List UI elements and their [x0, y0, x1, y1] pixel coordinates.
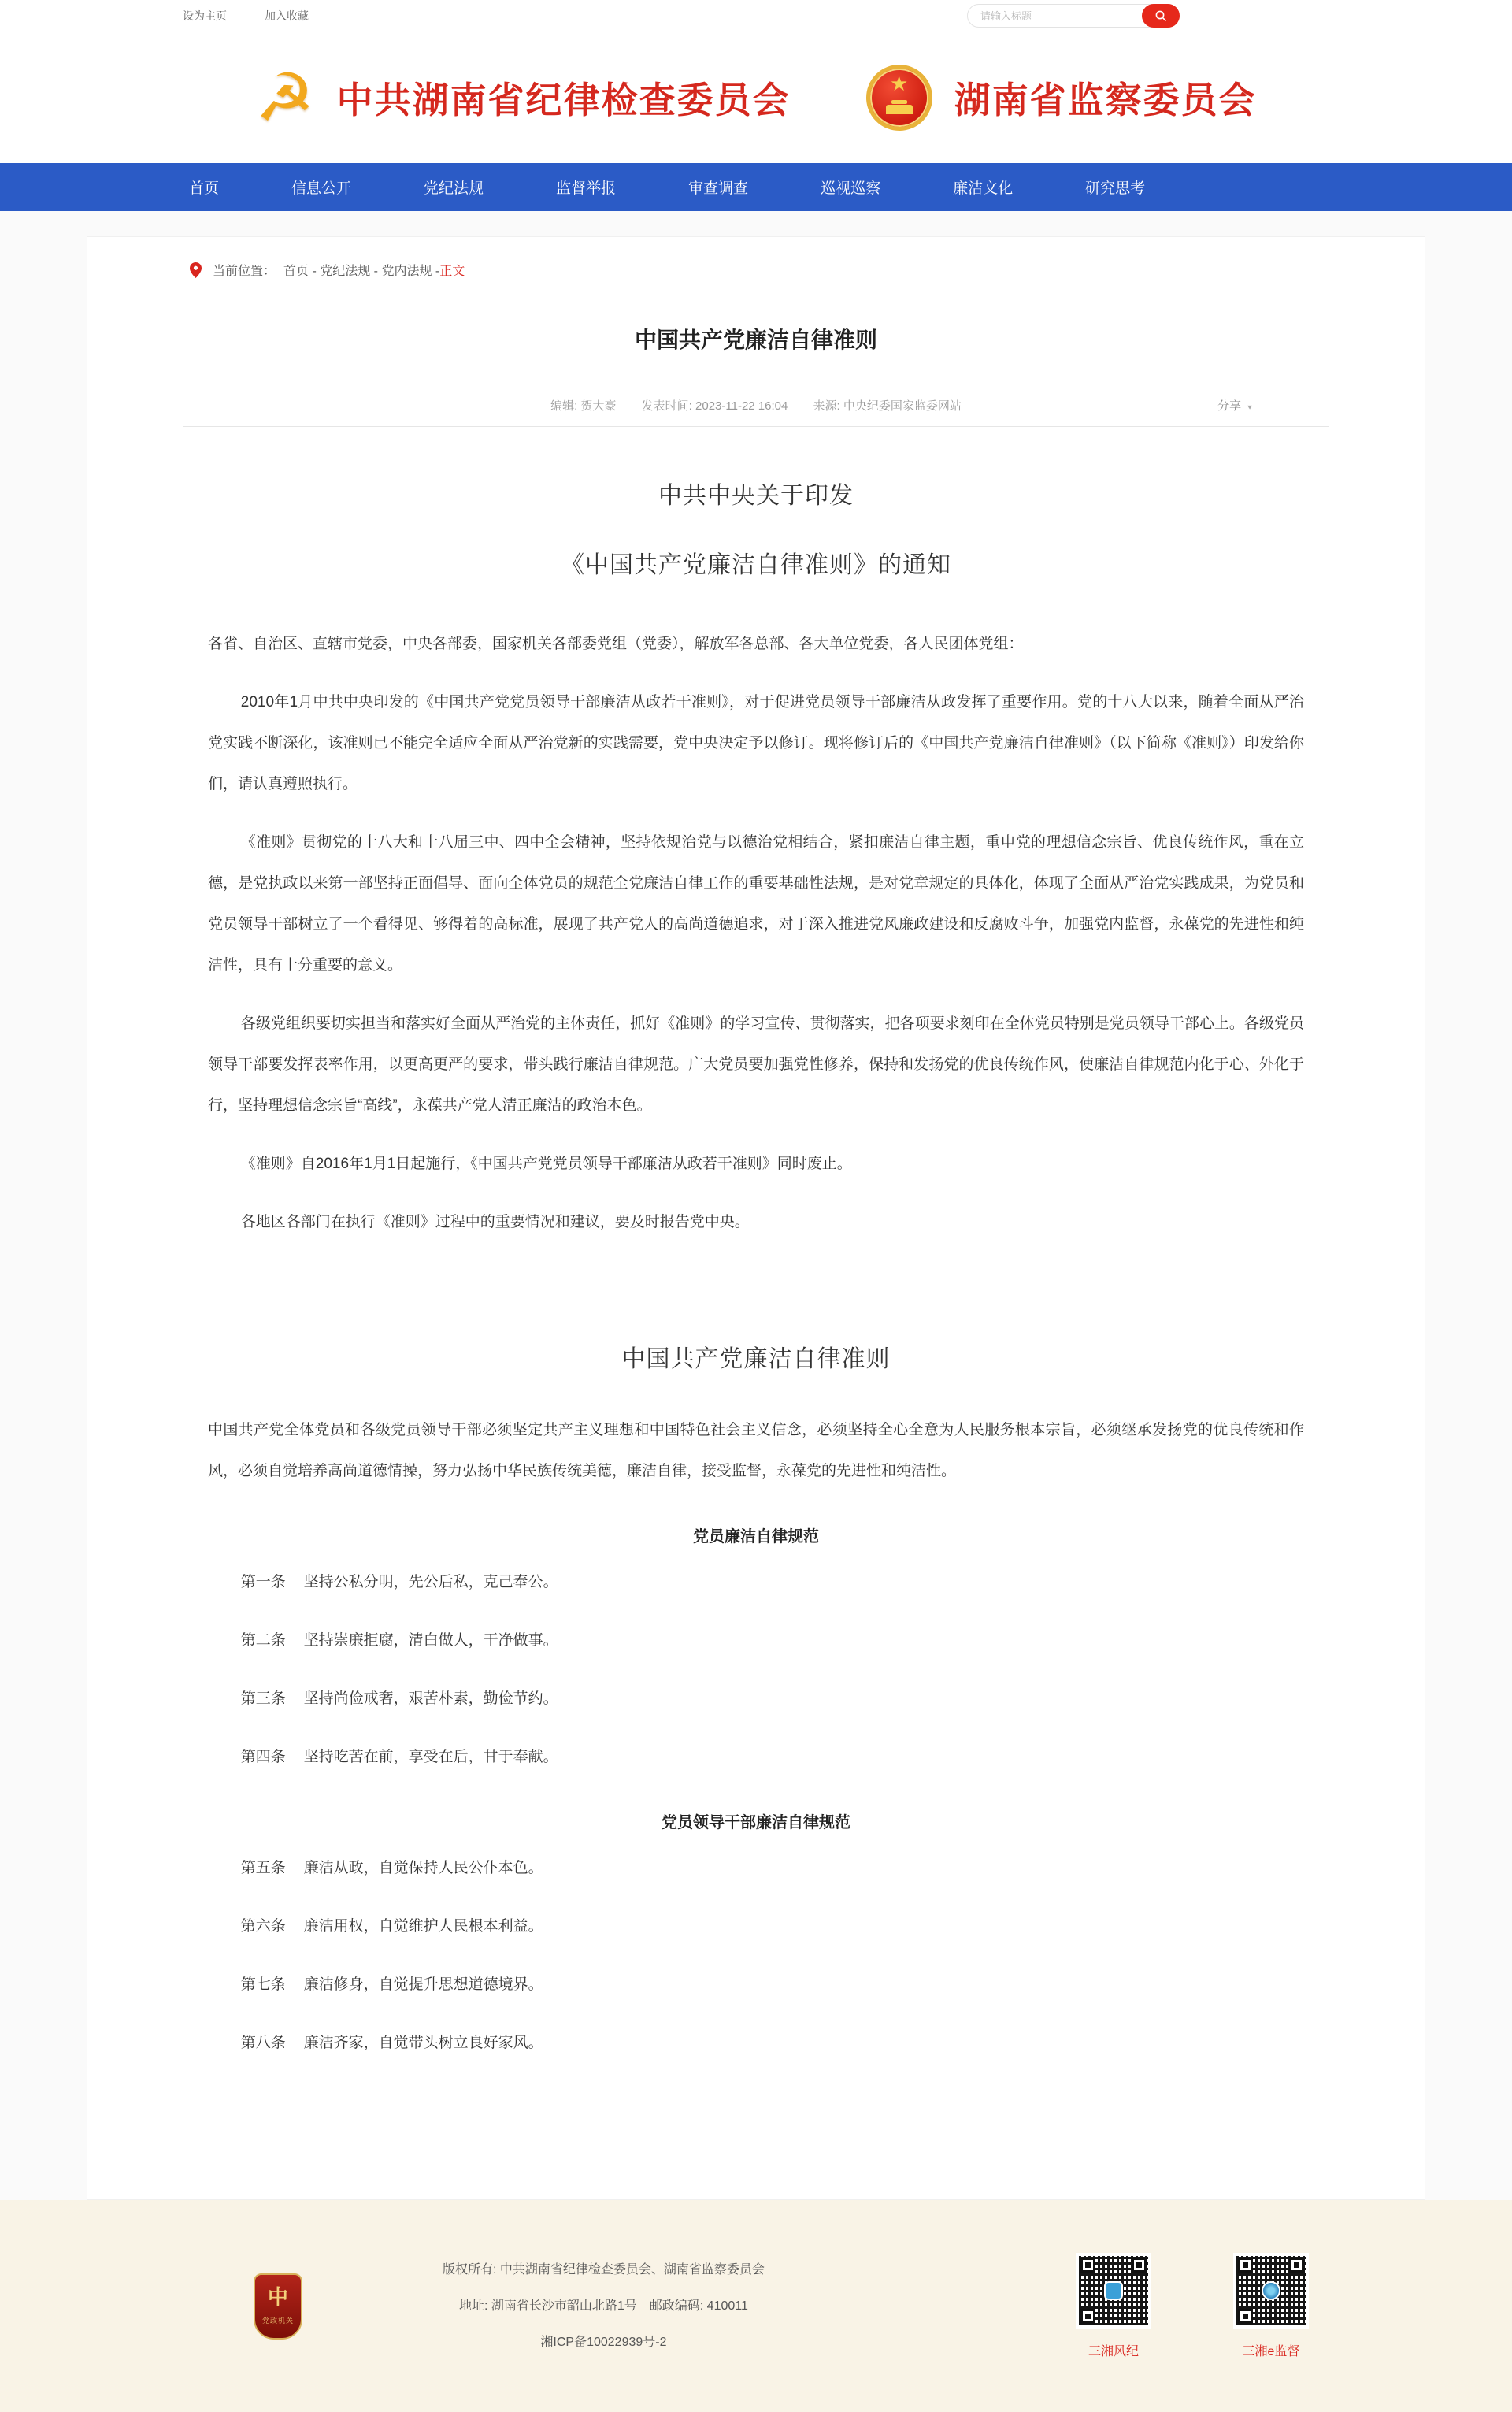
qr-group	[1076, 2253, 1309, 2359]
site-title-left: 中共湖南省纪律检查委员会	[336, 80, 791, 121]
qr-center-logo-icon	[1262, 2281, 1280, 2300]
party-emblem-icon: ☭	[255, 60, 315, 135]
article-body	[208, 476, 1304, 2064]
section-heading-leaders: 党员领导干部廉洁自律规范	[662, 1814, 850, 1831]
main-nav	[0, 163, 1512, 211]
code-intro: 中国共产党全体党员和各级党员领导干部必须坚定共产主义理想和中国特色社会主义信念，必须坚持全心全意为人民服务根本宗旨，必须继承发扬党的优良传统和作风，必须自觉培养高尚道德情操，努力弘扬中华民族传统美德，廉洁自律，接受监督，永葆党的先进性和纯洁性。	[208, 1422, 1304, 1479]
qr-label: 三湘e监督	[1242, 2345, 1300, 2358]
set-home-link[interactable]: 设为主页	[183, 9, 227, 22]
breadcrumb-trail[interactable]: 首页 - 党纪法规 - 党内法规 -	[284, 265, 440, 278]
qr-box-sanxiang-fengji	[1076, 2253, 1151, 2359]
site-header	[0, 32, 1512, 163]
nav-item-investigation[interactable]: 审查调查	[688, 180, 749, 197]
nav-item-inspection[interactable]: 巡视巡察	[821, 180, 881, 197]
rule-list-leaders	[208, 1848, 1304, 2064]
content-card	[87, 236, 1425, 2200]
notice-paragraph: 各地区各部门在执行《准则》过程中的重要情况和建议，要及时报告党中央。	[240, 1214, 750, 1230]
footer-address: 地址: 湖南省长沙市韶山北路1号 邮政编码: 410011	[459, 2299, 748, 2313]
national-emblem-icon: ★	[866, 65, 932, 131]
rule-item: 第五条 廉洁从政，自觉保持人民公仆本色。	[240, 1860, 543, 1876]
rule-list-members	[208, 1562, 1304, 1778]
share-button[interactable]: 分享 ▼	[1217, 399, 1254, 413]
site-title-right: 湖南省监察委员会	[954, 80, 1257, 121]
footer	[0, 2200, 1512, 2412]
notice-paragraph: 各级党组织要切实担当和落实好全面从严治党的主体责任，抓好《准则》的学习宣传、贯彻落实，把各项要求刻印在全体党员特别是党员领导干部心上。各级党员领导干部要发挥表率作用，以更高更严的要求，带头践行廉洁自律规范。广大党员要加强党性修养，保持和发扬党的优良传统作风，使廉洁自律规范内化于心、外化于行，坚持理想信念宗旨“高线”，永葆共产党人清正廉洁的政治本色。	[208, 1015, 1304, 1114]
rule-item: 第三条 坚持尚俭戒奢，艰苦朴素，勤俭节约。	[240, 1690, 558, 1707]
breadcrumb-label: 当前位置：	[213, 265, 276, 278]
notice-paragraph: 各省、自治区、直辖市党委，中央各部委，国家机关各部委党组（党委），解放军各总部、各大单位党委，各人民团体党组：	[208, 636, 1024, 652]
gov-agency-badge-icon: 中 党政机关	[254, 2273, 302, 2340]
topbar-links	[183, 8, 309, 24]
notice-heading-line2: 《中国共产党廉洁自律准则》的通知	[561, 552, 951, 578]
article-meta	[183, 397, 1329, 414]
rule-item: 第二条 坚持崇廉拒腐，清白做人，干净做事。	[240, 1632, 558, 1649]
add-favorite-link[interactable]: 加入收藏	[265, 9, 309, 22]
section-heading-members: 党员廉洁自律规范	[693, 1528, 819, 1546]
rule-item: 第一条 坚持公私分明，先公后私，克己奉公。	[240, 1574, 558, 1590]
search-button[interactable]	[1142, 4, 1180, 28]
breadcrumb	[87, 237, 1425, 279]
article-title: 中国共产党廉洁自律准则	[634, 328, 877, 352]
notice-heading-line1: 中共中央关于印发	[658, 483, 854, 509]
footer-copyright: 版权所有: 中共湖南省纪律检查委员会、湖南省监察委员会	[443, 2262, 765, 2277]
rule-item: 第八条 廉洁齐家，自觉带头树立良好家风。	[240, 2035, 543, 2051]
nav-item-research[interactable]: 研究思考	[1085, 180, 1146, 197]
rule-item: 第六条 廉洁用权，自觉维护人民根本利益。	[240, 1918, 543, 1935]
qr-code-icon	[1076, 2253, 1151, 2329]
breadcrumb-current: 正文	[439, 265, 465, 278]
qr-label: 三湘风纪	[1088, 2345, 1139, 2358]
nav-item-supervision-report[interactable]: 监督举报	[556, 180, 617, 197]
chevron-down-icon: ▼	[1246, 404, 1254, 411]
nav-item-party-regulations[interactable]: 党纪法规	[424, 180, 484, 197]
topbar	[0, 0, 1512, 32]
qr-box-sanxiang-ejiandu	[1233, 2253, 1309, 2359]
meta-editor: 编辑: 贺大豪	[550, 399, 617, 413]
nav-item-home[interactable]: 首页	[189, 180, 220, 197]
footer-icp[interactable]: 湘ICP备10022939号-2	[540, 2335, 667, 2349]
qr-center-logo-icon	[1104, 2281, 1123, 2300]
location-pin-icon	[190, 262, 202, 278]
notice-paragraph: 《准则》自2016年1月1日起施行，《中国共产党党员领导干部廉洁从政若干准则》同时废止。	[240, 1156, 852, 1172]
code-heading: 中国共产党廉洁自律准则	[621, 1346, 891, 1372]
search-icon	[1154, 9, 1167, 22]
nav-item-integrity-culture[interactable]: 廉洁文化	[953, 180, 1014, 197]
rule-item: 第四条 坚持吃苦在前，享受在后，甘于奉献。	[240, 1749, 558, 1765]
qr-code-icon	[1233, 2253, 1309, 2329]
meta-source: 来源: 中央纪委国家监委网站	[813, 399, 962, 413]
rule-item: 第七条 廉洁修身，自觉提升思想道德境界。	[240, 1976, 543, 1993]
notice-paragraph: 2010年1月中共中央印发的《中国共产党党员领导干部廉洁从政若干准则》，对于促进党员领导干部廉洁从政发挥了重要作用。党的十八大以来，随着全面从严治党实践不断深化，该准则已不能完全适应全面从严治党新的实践需要，党中央决定予以修订。现将修订后的《中国共产党廉洁自律准则》（以下简称《准则》）印发给你们，请认真遵照执行。	[208, 694, 1304, 792]
meta-divider	[183, 426, 1329, 427]
meta-time: 发表时间: 2023-11-22 16:04	[641, 399, 788, 413]
nav-item-info-disclosure[interactable]: 信息公开	[291, 180, 352, 197]
footer-text	[443, 2252, 765, 2361]
search-box	[967, 4, 1180, 28]
notice-paragraph: 《准则》贯彻党的十八大和十八届三中、四中全会精神，坚持依规治党与以德治党相结合，紧扣廉洁自律主题，重申党的理想信念宗旨、优良传统作风，重在立德，是党执政以来第一部坚持正面倡导、面向全体党员的规范全党廉洁自律工作的重要基础性法规，是对党章规定的具体化，体现了全面从严治党实践成果，为党员和党员领导干部树立了一个看得见、够得着的高标准，展现了共产党人的高尚道德追求，对于深入推进党风廉政建设和反腐败斗争，加强党内监督，永葆党的先进性和纯洁性，具有十分重要的意义。	[208, 834, 1304, 974]
